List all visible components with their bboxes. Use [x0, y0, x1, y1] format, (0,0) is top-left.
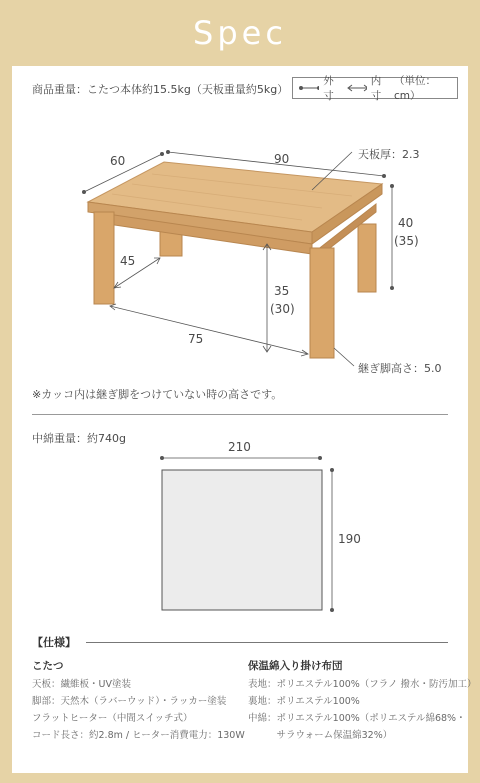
futon-illustration	[12, 446, 468, 616]
dim-width: 90	[274, 152, 290, 166]
dim-height-sub: (35)	[394, 234, 419, 248]
product-weight: 商品重量：こたつ本体約15.5kg（天板重量約5kg）	[32, 83, 289, 96]
dim-height: 40	[398, 216, 414, 230]
dim-top-thickness: 天板厚：2.3	[358, 148, 420, 161]
spec-title-rule	[86, 642, 448, 643]
front-leg-right	[310, 248, 334, 358]
spec-kotatsu	[32, 658, 245, 744]
dim-inner-height-sub: (30)	[270, 302, 295, 316]
legend-outer: 外寸	[323, 75, 334, 102]
futon-weight: 中綿重量：約740g	[32, 432, 126, 445]
futon-height: 190	[338, 532, 361, 546]
dim-inner-depth: 45	[120, 254, 136, 268]
spec-card	[12, 66, 477, 773]
spec-kotatsu-line: 脚部：天然木（ラバーウッド）・ラッカー塗装	[32, 696, 227, 707]
header	[0, 0, 480, 66]
spec-title: 【仕様】	[32, 636, 76, 649]
dim-inner-height: 35	[274, 284, 290, 298]
spec-futon-line: サラウォーム保温綿32%）	[248, 730, 393, 741]
page-title: Spec	[193, 14, 287, 52]
dim-extension-leg: 継ぎ脚高さ：5.0	[358, 362, 442, 375]
spec-kotatsu-title: こたつ	[32, 660, 64, 672]
height-note: ※カッコ内は継ぎ脚をつけていない時の高さです。	[32, 388, 283, 401]
spec-kotatsu-line: フラットヒーター（中間スイッチ式）	[32, 713, 193, 724]
back-leg-right	[358, 224, 376, 292]
spec-kotatsu-line: 天板：繊維板・UV塗装	[32, 679, 131, 690]
spec-futon-line: 表地：ポリエステル100%（フラノ 撥水・防汚加工）	[248, 679, 477, 690]
section-divider	[32, 414, 448, 415]
legend-unit: （単位：cm）	[394, 75, 437, 102]
spec-futon-title: 保温綿入り掛け布団	[248, 660, 343, 672]
futon-shape	[162, 470, 322, 610]
spec-futon-line: 裏地：ポリエステル100%	[248, 696, 360, 707]
dim-inner-width: 75	[188, 332, 204, 346]
futon-width: 210	[228, 440, 251, 454]
dim-depth: 60	[110, 154, 126, 168]
front-leg-left	[94, 212, 114, 304]
spec-futon-line: 中綿：ポリエステル100%（ポリエステル綿68%・	[248, 713, 466, 724]
spec-kotatsu-line: コード長さ：約2.8m / ヒーター消費電力：130W	[32, 730, 245, 741]
spec-futon	[248, 658, 477, 744]
legend-inner: 内寸	[370, 75, 382, 102]
